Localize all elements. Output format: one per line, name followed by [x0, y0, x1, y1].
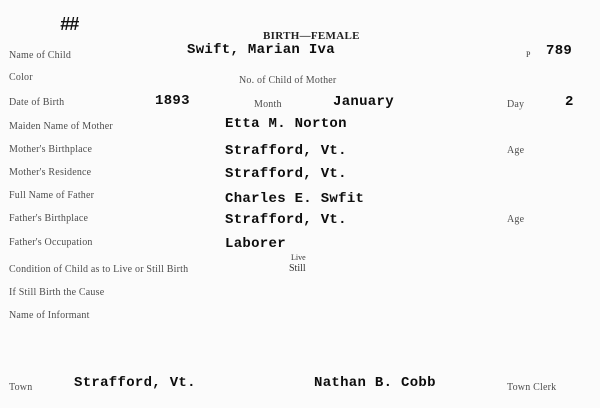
father-full-name-label: Full Name of Father — [9, 190, 95, 201]
father-occupation-value: Laborer — [225, 236, 286, 252]
mothers-birthplace-label: Mother's Birthplace — [9, 144, 93, 155]
color-label: Color — [9, 72, 33, 83]
birth-month-value: January — [333, 94, 394, 110]
mother-residence-value: Strafford, Vt. — [225, 166, 347, 182]
town-clerk-signature: Nathan B. Cobb — [314, 375, 436, 391]
date-of-birth-label: Date of Birth — [9, 97, 65, 108]
month-label: Month — [254, 99, 282, 110]
town-value: Strafford, Vt. — [74, 375, 196, 391]
town-label: Town — [9, 382, 33, 393]
maiden-name-label: Maiden Name of Mother — [9, 121, 113, 132]
page-prefix: P — [526, 50, 531, 59]
corner-mark: ## — [60, 14, 79, 34]
name-of-child-label: Name of Child — [9, 50, 72, 61]
still-birth-cause-label: If Still Birth the Cause — [9, 287, 105, 298]
town-clerk-label: Town Clerk — [507, 382, 557, 393]
record-type-header: BIRTH—FEMALE — [263, 30, 360, 42]
mothers-residence-label: Mother's Residence — [9, 167, 92, 178]
father-birthplace-value: Strafford, Vt. — [225, 212, 347, 228]
fathers-occupation-label: Father's Occupation — [9, 237, 93, 248]
child-name-value: Swift, Marian Iva — [187, 42, 335, 58]
mother-maiden-name-value: Etta M. Norton — [225, 116, 347, 132]
mother-birthplace-value: Strafford, Vt. — [225, 143, 347, 159]
live-option: Live — [291, 253, 306, 262]
fathers-birthplace-label: Father's Birthplace — [9, 213, 89, 224]
condition-label: Condition of Child as to Live or Still Birth — [9, 264, 189, 275]
day-label: Day — [507, 99, 525, 110]
informant-label: Name of Informant — [9, 310, 90, 321]
father-age-label: Age — [507, 214, 525, 225]
father-name-value: Charles E. Swfit — [225, 191, 365, 207]
mother-age-label: Age — [507, 145, 525, 156]
birth-year-value: 1893 — [155, 93, 190, 109]
birth-day-value: 2 — [565, 94, 574, 110]
no-of-child-label: No. of Child of Mother — [239, 75, 337, 86]
still-option: Still — [289, 263, 306, 274]
page-number: 789 — [546, 43, 573, 59]
